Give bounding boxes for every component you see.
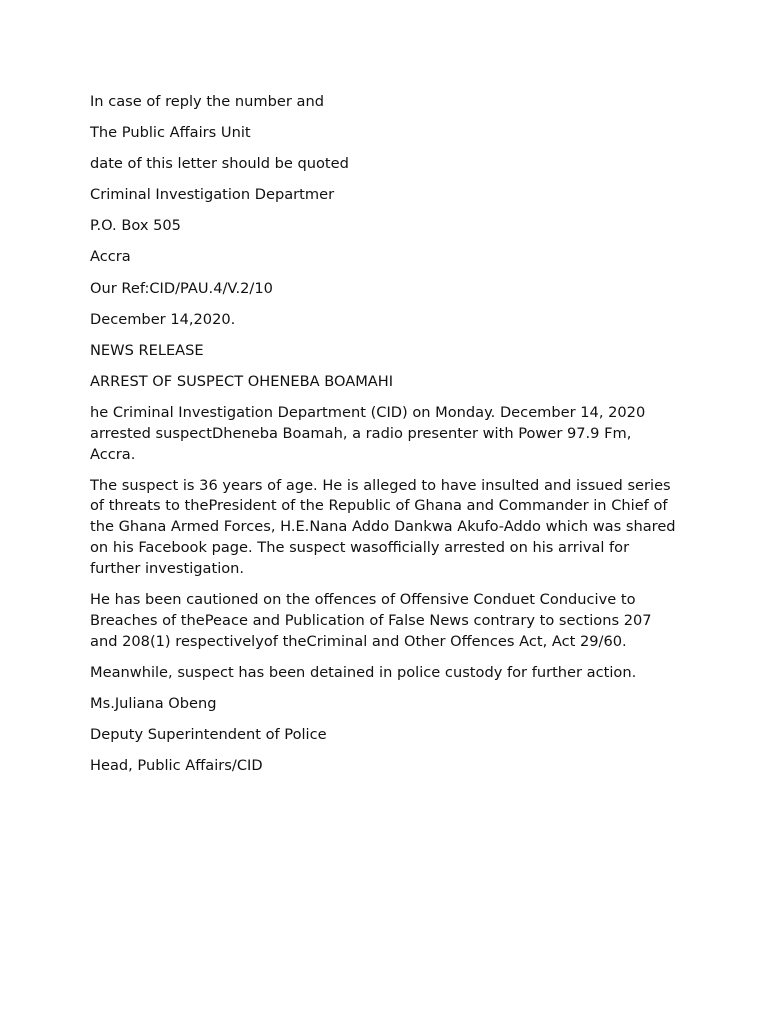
letter-date: December 14,2020. [90,310,236,328]
headline: ARREST OF SUSPECT OHENEBA BOAMAHI [90,372,394,390]
news-release-label: NEWS RELEASE [90,341,204,359]
unit-name: The Public Affairs Unit [90,124,251,142]
signatory-name: Ms.Juliana Obeng [90,694,217,712]
signatory-position: Head, Public Affairs/CID [90,756,263,774]
reply-note-line-1: In case of reply the number and [90,93,324,110]
body-paragraph-caution: He has been cautioned on the offences of Offensive Conduet Conducive to Breaches of thePeace and Publication of False News contrary to sections 207 and 208(1) respectivelyof theCriminal and Other Offences Act, Act 29/60. [90,590,652,650]
po-box: P.O. Box 505 [90,217,181,235]
signatory-rank: Deputy Superintendent of Police [90,725,327,743]
department-name: Criminal Investigation Departmer [90,186,335,204]
reference-number: Our Ref:CID/PAU.4/V.2/10 [90,279,273,297]
body-paragraph-custody: Meanwhile, suspect has been detained in police custody for further action. [90,663,637,681]
reply-note-line-2: date of this letter should be quoted [90,155,349,173]
body-paragraph-allegation: The suspect is 36 years of age. He is alleged to have insulted and issued series of threats to thePresident of the Republic of Ghana and Commander in Chief of the Ghana Armed Forces, H.E.Nana Addo Dankwa Akufo-Addo which was shared on his Facebook page. The suspect wasofficially arrested on his arrival for further investigation. [90,476,676,577]
letter-document [90,92,680,787]
city: Accra [90,248,131,266]
body-paragraph-arrest: he Criminal Investigation Department (CID) on Monday. December 14, 2020 arrested suspectDheneba Boamah, a radio presenter with Power 97.9 Fm, Accra. [90,403,646,463]
